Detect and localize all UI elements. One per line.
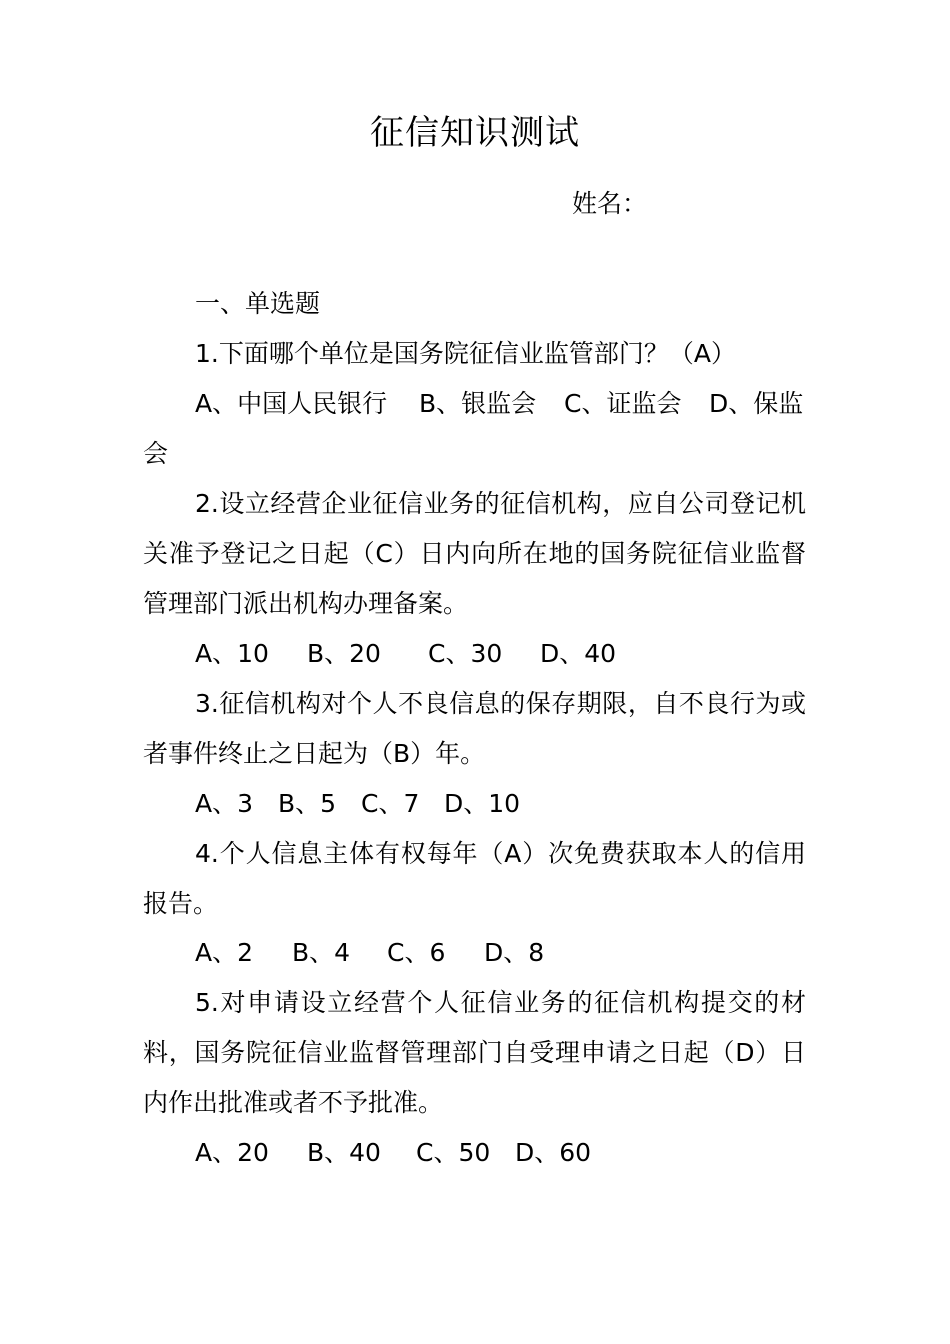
question-2-option-c: C、30 (428, 639, 503, 668)
question-5-line-3: 内作出批准或者不予批准。 (143, 1088, 444, 1117)
question-4-line-2: 报告。 (143, 889, 219, 918)
question-4-option-d: D、8 (484, 938, 545, 967)
question-2-option-b: B、20 (307, 639, 381, 668)
question-5-line-2: 料，国务院征信业监督管理部门自受理申请之日起（D）日 (143, 1038, 806, 1067)
question-3-option-c: C、7 (361, 789, 420, 818)
question-3-line-2: 者事件终止之日起为（B）年。 (143, 739, 486, 768)
question-2-line-2: 关准予登记之日起（C）日内向所在地的国务院征信业监督 (143, 539, 806, 568)
question-5-line-1: 5.对申请设立经营个人征信业务的征信机构提交的材 (195, 988, 806, 1017)
question-3-line-1: 3.征信机构对个人不良信息的保存期限，自不良行为或 (195, 689, 806, 718)
question-5-option-a: A、20 (195, 1138, 269, 1167)
question-2-option-d: D、40 (540, 639, 617, 668)
question-5-option-c: C、50 (416, 1138, 491, 1167)
question-3-option-a: A、3 (195, 789, 254, 818)
question-1-options-wrap: 会 (143, 439, 169, 468)
question-1-text: 1.下面哪个单位是国务院征信业监管部门？（A） (195, 339, 736, 368)
question-2-line-3: 管理部门派出机构办理备案。 (143, 589, 469, 618)
question-3-option-b: B、5 (278, 789, 337, 818)
question-4-option-b: B、4 (292, 938, 351, 967)
question-5-option-d: D、60 (515, 1138, 592, 1167)
question-4-line-1: 4.个人信息主体有权每年（A）次免费获取本人的信用 (195, 839, 806, 868)
question-4-option-a: A、2 (195, 938, 254, 967)
page-title: 征信知识测试 (370, 113, 580, 153)
question-2-line-1: 2.设立经营企业征信业务的征信机构，应自公司登记机 (195, 489, 806, 518)
name-label: 姓名： (572, 189, 648, 218)
question-1-option-b: B、银监会 (419, 389, 537, 418)
question-5-option-b: B、40 (307, 1138, 381, 1167)
question-1-option-c: C、证监会 (564, 389, 682, 418)
question-4-option-c: C、6 (387, 938, 446, 967)
question-1-option-d: D、保监 (709, 389, 804, 418)
question-1-option-a: A、中国人民银行 (195, 389, 388, 418)
section-heading: 一、单选题 (195, 289, 321, 318)
question-2-option-a: A、10 (195, 639, 269, 668)
question-3-option-d: D、10 (444, 789, 521, 818)
